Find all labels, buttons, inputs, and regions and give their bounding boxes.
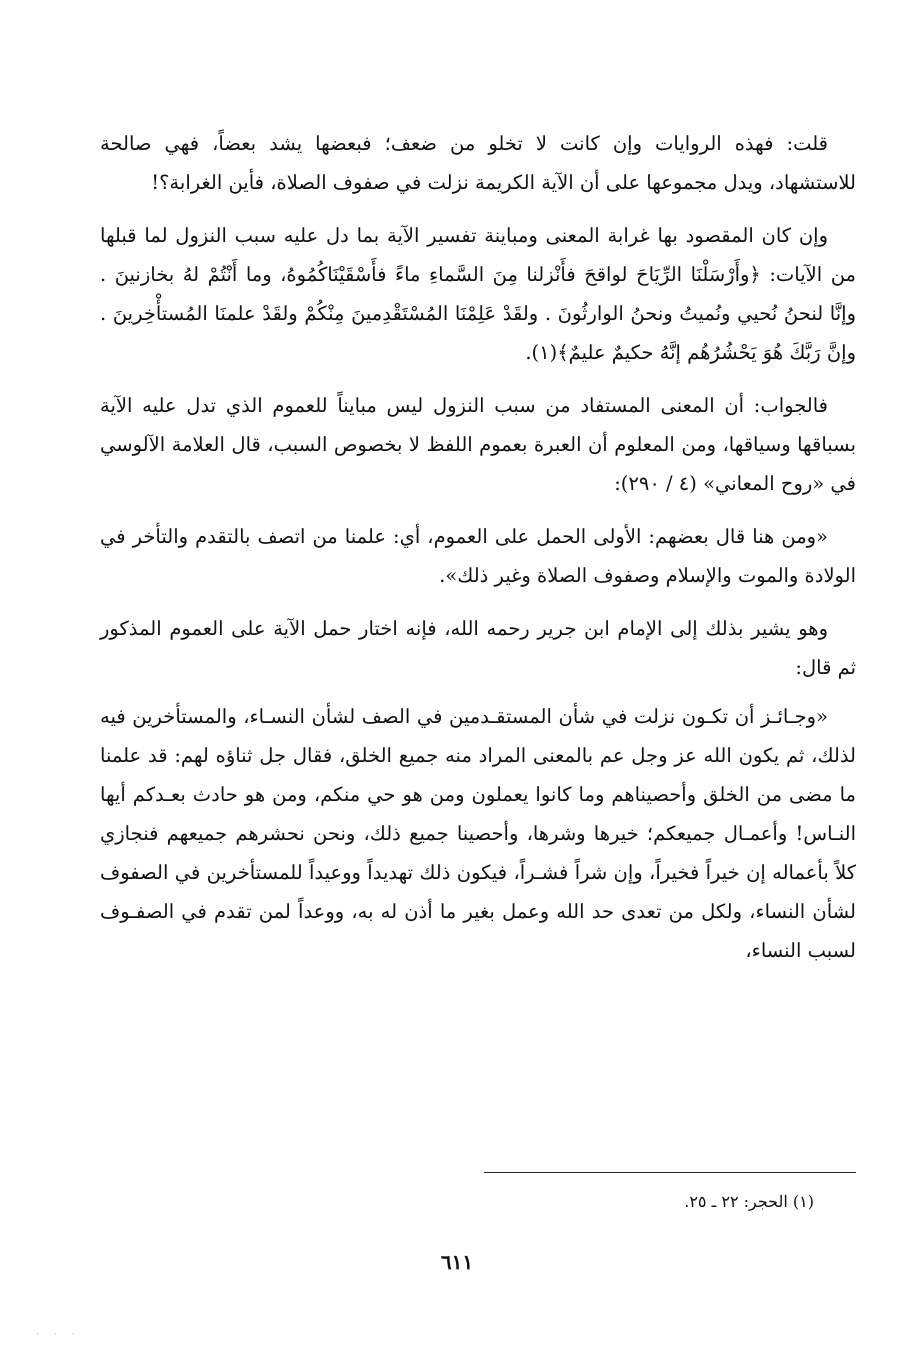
scan-artifact: · · · [36,1330,81,1340]
main-text-body [100,124,856,984]
footnote-divider [484,1172,856,1173]
paragraph-1: قلت: فهذه الروايات وإن كانت لا تخلو من ضعف؛ فبعضها يشد بعضاً، فهي صالحة للاستشهاد، ويدل مجموعها على أن الآية الكريمة نزلت في صفوف الصلاة، فأين الغرابة؟! [100,132,856,194]
paragraph-4-quote: «ومن هنا قال بعضهم: الأولى الحمل على العموم، أي: علمنا من اتصف بالتقدم والتأخر في الولادة والموت والإسلام وصفوف الصلاة وغير ذلك». [100,525,856,587]
page-number: ٦١١ [440,1250,474,1274]
footnote: (١) الحجر: ٢٢ ـ ٢٥. [684,1192,814,1211]
paragraph-3-answer: فالجواب: أن المعنى المستفاد من سبب النزول ليس مبايناً للعموم الذي تدل عليه الآية بسباقها وسياقها، ومن المعلوم أن العبرة بعموم اللفظ لا بخصوص السبب، قال العلامة الآلوسي في «روح المعاني» (٤ / ٢٩٠): [100,394,856,495]
paragraph-6-quote: «وجـائـز أن تكـون نزلت في شأن المستقـدمين في الصف لشأن النسـاء، والمستأخرين فيه لذلك، ثم يكون الله عز وجل عم بالمعنى المراد منه جميع الخلق، فقال جل ثناؤه لهم: قد علمنا ما مضى من الخلق وأحصيناهم وما كانوا يعملون ومن هو حي منكم، ومن هو حادث بعـدكم أيها النـاس! وأعمـال جميعكم؛ خيرها وشرها، وأحصينا جميع ذلك، ونحن نحشرهم جميعهم فنجازي كلاً بأعماله إن خيراً فخيراً، وإن شراً فشـراً، فيكون ذلك تهديداً ووعيداً للمستأخرين في الصفوف لشأن النساء، ولكل من تعدى حد الله وعمل بغير ما أذن له به، ووعداً لمن تقدم في الصفـوف لسبب النساء، [100,705,856,962]
paragraph-5: وهو يشير بذلك إلى الإمام ابن جرير رحمه الله، فإنه اختار حمل الآية على العموم المذكور ثم قال: [100,617,856,679]
paragraph-2-quran-citation: وإن كان المقصود بها غرابة المعنى ومباينة تفسير الآية بما دل عليه سبب النزول لما قبلها من الآيات: ﴿وأَرْسَلْنَا الرِّيَاحَ لواقحَ فأَنْزلنا مِنَ السَّماءِ ماءً فأَسْقَيْنَاكُمُوهُ، وما أَنْتُمْ لهُ بخازنينَ . وإنَّا لنحنُ نُحيي ونُميتُ ونحنُ الوارثُونَ . ولقَدْ عَلِمْنَا المُسْتَقْدِمينَ مِنْكُمْ ولقَدْ علمنَا المُستأْخِرينَ . وإنَّ رَبَّكَ هُوَ يَحْشُرُهُم إنَّهُ حكيمٌ عليمٌ﴾(١). [100,224,856,364]
